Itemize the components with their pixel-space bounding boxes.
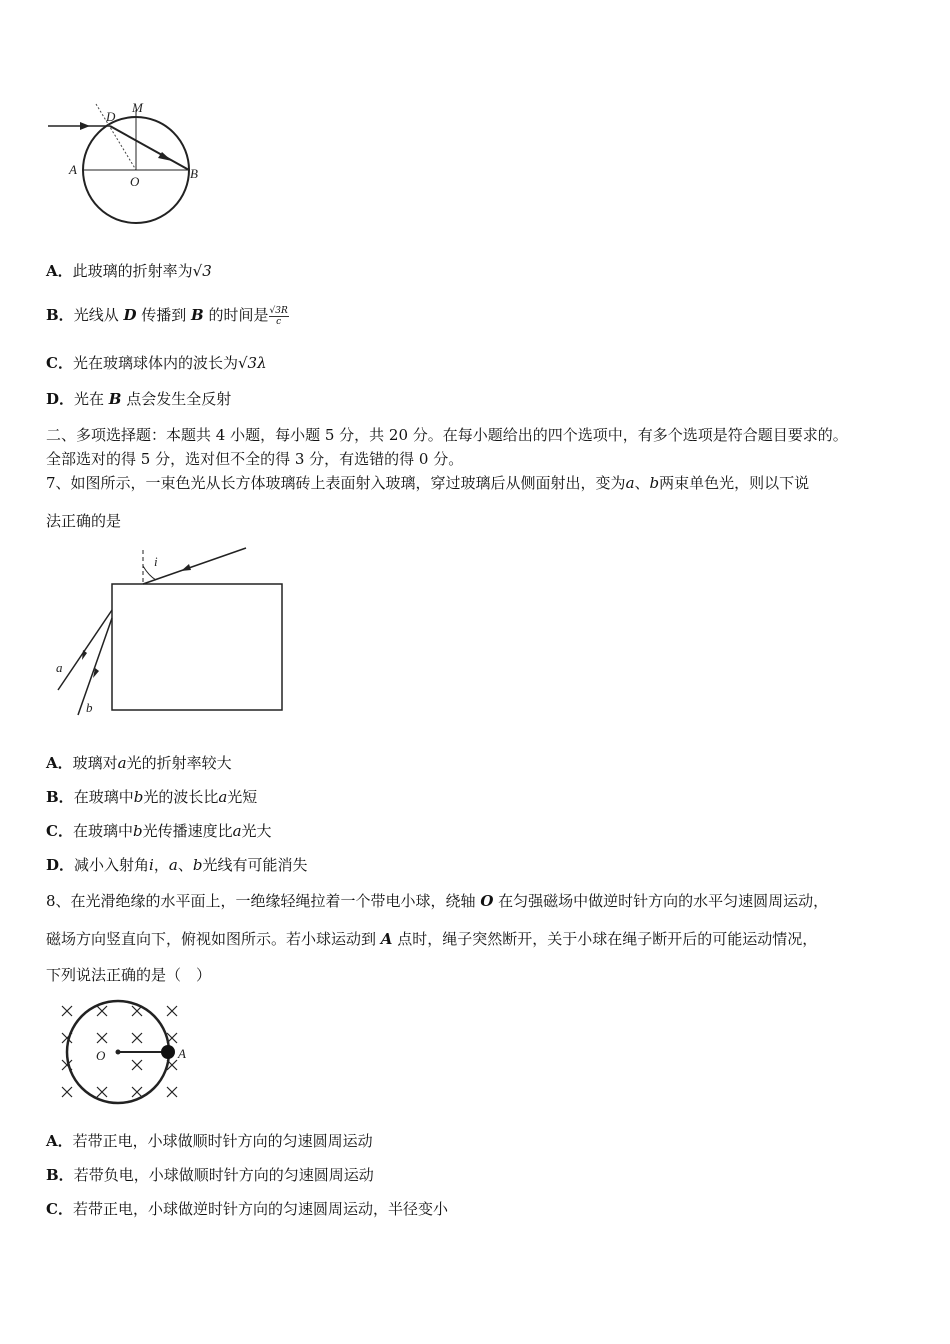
q7-option-d [46,854,307,875]
math-sqrt3-lambda: √3λ [237,354,267,372]
option-text: 光在玻璃球体内的波长为 [72,354,238,372]
var-o: O [480,892,494,910]
option-text: 光线有可能消失 [202,856,308,874]
option-text: ， [153,856,169,874]
option-text: 光大 [241,822,272,840]
q8-stem-line1 [46,890,828,911]
option-text: 此玻璃的折射率为 [72,262,193,280]
option-text: 减小入射角 [74,856,150,874]
option-label: C． [46,822,73,840]
q7-option-c [46,820,272,841]
option-text: 若带正电，小球做顺时针方向的匀速圆周运动 [72,1132,373,1150]
var-i: i [149,856,154,874]
option-label: D． [46,856,75,874]
q7-stem-line2: 法正确的是 [46,512,122,530]
option-text: 玻璃对 [72,754,118,772]
stem-text: 点时，绳子突然断开，关于小球在绳子断开后的可能运动情况， [392,930,818,948]
stem-text: 、 [634,474,650,492]
var-b: b [133,788,144,806]
stem-text: 在匀强磁场中做逆时针方向的水平匀速圆周运动， [493,892,829,910]
var-a: a [625,474,635,492]
stem-text: 8、在光滑绝缘的水平面上，一绝缘轻绳拉着一个带电小球，绕轴 [46,892,481,910]
var-b: B [191,306,204,324]
label-d: D [106,109,116,124]
option-label: A． [46,262,73,280]
fraction-den: c [276,316,282,327]
option-text: 光的折射率较大 [126,754,232,772]
q8-stem-line3: 下列说法正确的是（ ） [46,966,212,984]
option-text: 若带负电，小球做顺时针方向的匀速圆周运动 [73,1166,374,1184]
section2-line2: 全部选对的得 5 分，选对但不全的得 3 分，有选错的得 0 分。 [46,450,464,468]
option-text: 光线从 [73,306,124,324]
var-d: D [123,306,137,324]
option-label: B． [46,1166,74,1184]
section2-line1: 二、多项选择题：本题共 4 小题，每小题 5 分，共 20 分。在每小题给出的四个选项中，有多个选项是符合题目要求的。 [46,426,848,444]
option-text: 在玻璃中 [73,788,134,806]
label-a: A [69,162,77,177]
option-label: B． [46,306,74,324]
q7-option-a [46,752,232,773]
option-label: C． [46,354,73,372]
var-a: a [168,856,178,874]
magnetic-field-figure [54,998,214,1110]
var-b: b [192,856,203,874]
q7-stem-line1 [46,472,809,493]
option-text: 在玻璃中 [72,822,133,840]
fraction [269,306,289,327]
label-o: O [130,174,140,189]
var-a: A [380,930,393,948]
option-text: 光在 [74,390,109,408]
fraction-num: √3R [269,305,288,316]
label-b: B [190,166,198,181]
option-label: C． [46,1200,73,1218]
option-text: 、 [177,856,193,874]
q8-stem-line2 [46,928,817,949]
option-text: 光短 [227,788,258,806]
label-b: b [86,700,93,715]
charged-ball [161,1045,175,1059]
var-a: a [232,822,242,840]
option-text: 的时间是 [203,306,269,324]
stem-text: 7、如图所示，一束色光从长方体玻璃砖上表面射入玻璃，穿过玻璃后从侧面射出，变为 [46,474,626,492]
var-b: b [649,474,660,492]
var-b: B [108,390,122,408]
option-text: 光传播速度比 [142,822,233,840]
option-label: B． [46,788,74,806]
var-a: a [117,754,127,772]
stem-text: 磁场方向竖直向下，俯视如图所示。若小球运动到 [46,930,381,948]
var-a: a [218,788,228,806]
option-text: 传播到 [136,306,192,324]
option-text: 若带正电，小球做逆时针方向的匀速圆周运动，半径变小 [72,1200,448,1218]
sphere-refraction-figure [44,100,214,230]
q8-option-b [46,1164,374,1185]
stem-text: 两束单色光，则以下说 [659,474,810,492]
option-label: A． [46,754,73,772]
label-i: i [154,554,158,569]
q6-option-a [46,260,212,281]
glass-block-figure [50,540,290,720]
option-text: 点会发生全反射 [121,390,232,408]
option-label: A． [46,1132,73,1150]
var-b: b [132,822,143,840]
q8-option-a [46,1130,373,1151]
option-text: 光的波长比 [143,788,219,806]
label-m: M [132,100,143,115]
q6-option-d [46,388,231,409]
label-a: a [56,660,63,675]
label-o: O [96,1048,106,1063]
q7-option-b [46,786,257,807]
q6-option-c [46,352,267,373]
q6-option-b [46,304,289,327]
option-label: D． [46,390,75,408]
math-sqrt3: √3 [192,262,212,280]
label-a: A [178,1046,186,1061]
q8-option-c [46,1198,448,1219]
